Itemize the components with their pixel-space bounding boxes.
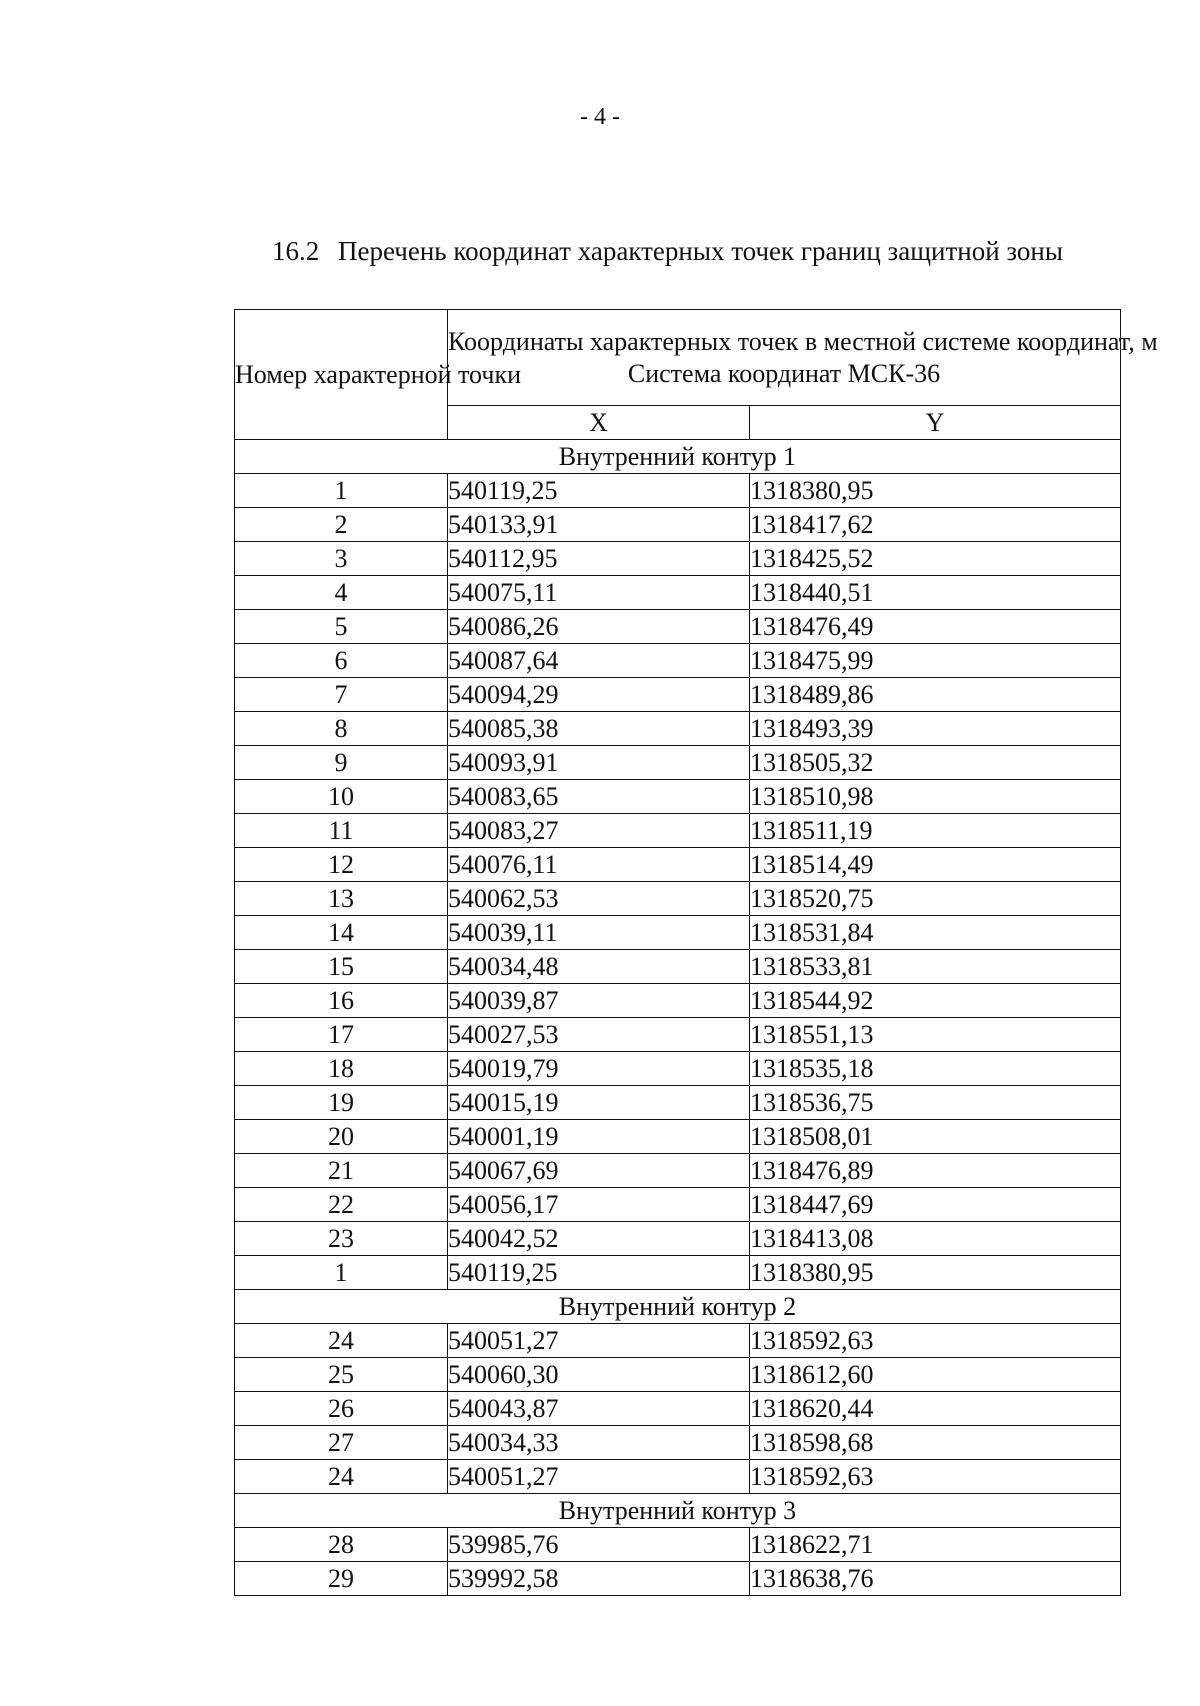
point-number-cell: 28 <box>235 1528 448 1562</box>
table-row <box>235 1052 1121 1086</box>
y-coordinate-cell: 1318447,69 <box>750 1188 1121 1222</box>
table-row <box>235 610 1121 644</box>
point-number-cell: 8 <box>235 712 448 746</box>
table-row <box>235 882 1121 916</box>
x-coordinate-cell: 540075,11 <box>448 576 750 610</box>
y-coordinate-cell: 1318380,95 <box>750 474 1121 508</box>
table-row <box>235 1154 1121 1188</box>
x-coordinate-cell: 540015,19 <box>448 1086 750 1120</box>
table-row <box>235 984 1121 1018</box>
x-coordinate-cell: 540051,27 <box>448 1324 750 1358</box>
table-row <box>235 576 1121 610</box>
point-number-cell: 23 <box>235 1222 448 1256</box>
y-coordinate-cell: 1318475,99 <box>750 644 1121 678</box>
point-number-cell: 12 <box>235 848 448 882</box>
point-number-cell: 26 <box>235 1392 448 1426</box>
table-row <box>235 1018 1121 1052</box>
x-coordinate-cell: 539985,76 <box>448 1528 750 1562</box>
y-coordinate-cell: 1318510,98 <box>750 780 1121 814</box>
y-coordinate-cell: 1318380,95 <box>750 1256 1121 1290</box>
y-coordinate-cell: 1318489,86 <box>750 678 1121 712</box>
x-coordinate-cell: 540062,53 <box>448 882 750 916</box>
table-row <box>235 1256 1121 1290</box>
point-number-cell: 25 <box>235 1358 448 1392</box>
point-number-cell: 7 <box>235 678 448 712</box>
x-coordinate-cell: 540119,25 <box>448 474 750 508</box>
y-coordinate-cell: 1318592,63 <box>750 1460 1121 1494</box>
table-row <box>235 950 1121 984</box>
y-coordinate-cell: 1318536,75 <box>750 1086 1121 1120</box>
contour-header-row <box>235 440 1121 474</box>
point-number-cell: 15 <box>235 950 448 984</box>
x-coordinate-cell: 540083,27 <box>448 814 750 848</box>
point-number-cell: 19 <box>235 1086 448 1120</box>
y-coordinate-cell: 1318413,08 <box>750 1222 1121 1256</box>
table-row <box>235 678 1121 712</box>
table-row <box>235 1324 1121 1358</box>
header-point-number: Номер характерной точки <box>235 310 448 440</box>
x-coordinate-cell: 540043,87 <box>448 1392 750 1426</box>
y-coordinate-cell: 1318592,63 <box>750 1324 1121 1358</box>
x-coordinate-cell: 540039,11 <box>448 916 750 950</box>
y-coordinate-cell: 1318531,84 <box>750 916 1121 950</box>
y-coordinate-cell: 1318551,13 <box>750 1018 1121 1052</box>
table-row <box>235 1426 1121 1460</box>
point-number-cell: 22 <box>235 1188 448 1222</box>
point-number-cell: 11 <box>235 814 448 848</box>
coordinates-table <box>234 309 1158 1596</box>
point-number-cell: 1 <box>235 1256 448 1290</box>
point-number-cell: 17 <box>235 1018 448 1052</box>
point-number-cell: 21 <box>235 1154 448 1188</box>
point-number-cell: 4 <box>235 576 448 610</box>
table-row <box>235 1358 1121 1392</box>
point-number-cell: 6 <box>235 644 448 678</box>
header-coordinates-title: Координаты характерных точек в местной системе координат, м <box>448 326 1158 356</box>
x-coordinate-cell: 540067,69 <box>448 1154 750 1188</box>
section-heading <box>272 236 1063 267</box>
x-coordinate-cell: 540042,52 <box>448 1222 750 1256</box>
y-coordinate-cell: 1318622,71 <box>750 1528 1121 1562</box>
y-coordinate-cell: 1318476,89 <box>750 1154 1121 1188</box>
y-coordinate-cell: 1318476,49 <box>750 610 1121 644</box>
table-row <box>235 814 1121 848</box>
section-number: 16.2 <box>272 236 320 266</box>
point-number-cell: 29 <box>235 1562 448 1596</box>
x-coordinate-cell: 540034,33 <box>448 1426 750 1460</box>
table-body <box>235 440 1121 1596</box>
contour-title: Внутренний контур 2 <box>235 1290 1121 1324</box>
point-number-cell: 24 <box>235 1460 448 1494</box>
point-number-cell: 27 <box>235 1426 448 1460</box>
x-coordinate-cell: 539992,58 <box>448 1562 750 1596</box>
header-coordinates <box>448 310 1158 406</box>
contour-header-row <box>235 1290 1121 1324</box>
point-number-cell: 5 <box>235 610 448 644</box>
table-row <box>235 746 1121 780</box>
header-x: X <box>448 406 750 440</box>
point-number-cell: 13 <box>235 882 448 916</box>
x-coordinate-cell: 540034,48 <box>448 950 750 984</box>
y-coordinate-cell: 1318520,75 <box>750 882 1121 916</box>
point-number-cell: 10 <box>235 780 448 814</box>
x-coordinate-cell: 540112,95 <box>448 542 750 576</box>
point-number-cell: 2 <box>235 508 448 542</box>
x-coordinate-cell: 540060,30 <box>448 1358 750 1392</box>
x-coordinate-cell: 540056,17 <box>448 1188 750 1222</box>
y-coordinate-cell: 1318620,44 <box>750 1392 1121 1426</box>
point-number-cell: 3 <box>235 542 448 576</box>
x-coordinate-cell: 540119,25 <box>448 1256 750 1290</box>
point-number-cell: 24 <box>235 1324 448 1358</box>
table-row <box>235 916 1121 950</box>
point-number-cell: 14 <box>235 916 448 950</box>
x-coordinate-cell: 540039,87 <box>448 984 750 1018</box>
y-coordinate-cell: 1318508,01 <box>750 1120 1121 1154</box>
y-coordinate-cell: 1318514,49 <box>750 848 1121 882</box>
contour-title: Внутренний контур 1 <box>235 440 1121 474</box>
y-coordinate-cell: 1318544,92 <box>750 984 1121 1018</box>
y-coordinate-cell: 1318425,52 <box>750 542 1121 576</box>
x-coordinate-cell: 540086,26 <box>448 610 750 644</box>
y-coordinate-cell: 1318598,68 <box>750 1426 1121 1460</box>
y-coordinate-cell: 1318493,39 <box>750 712 1121 746</box>
contour-header-row <box>235 1494 1121 1528</box>
y-coordinate-cell: 1318533,81 <box>750 950 1121 984</box>
table-row <box>235 1460 1121 1494</box>
x-coordinate-cell: 540093,91 <box>448 746 750 780</box>
header-y: Y <box>750 406 1121 440</box>
contour-title: Внутренний контур 3 <box>235 1494 1121 1528</box>
table-row <box>235 508 1121 542</box>
table-row <box>235 1222 1121 1256</box>
x-coordinate-cell: 540051,27 <box>448 1460 750 1494</box>
table-row <box>235 644 1121 678</box>
section-title: Перечень координат характерных точек границ защитной зоны <box>338 236 1063 266</box>
x-coordinate-cell: 540085,38 <box>448 712 750 746</box>
table-row <box>235 1392 1121 1426</box>
header-coordinate-system: Система координат МСК-36 <box>627 358 941 388</box>
table-row <box>235 712 1121 746</box>
x-coordinate-cell: 540001,19 <box>448 1120 750 1154</box>
table-row <box>235 1562 1121 1596</box>
table-row <box>235 1188 1121 1222</box>
x-coordinate-cell: 540087,64 <box>448 644 750 678</box>
x-coordinate-cell: 540027,53 <box>448 1018 750 1052</box>
point-number-cell: 9 <box>235 746 448 780</box>
table-row <box>235 848 1121 882</box>
table-row <box>235 1528 1121 1562</box>
point-number-cell: 18 <box>235 1052 448 1086</box>
x-coordinate-cell: 540083,65 <box>448 780 750 814</box>
page-number: - 4 - <box>580 104 620 130</box>
table-row <box>235 542 1121 576</box>
y-coordinate-cell: 1318511,19 <box>750 814 1121 848</box>
point-number-cell: 20 <box>235 1120 448 1154</box>
x-coordinate-cell: 540094,29 <box>448 678 750 712</box>
table-row <box>235 1120 1121 1154</box>
point-number-cell: 16 <box>235 984 448 1018</box>
x-coordinate-cell: 540019,79 <box>448 1052 750 1086</box>
y-coordinate-cell: 1318638,76 <box>750 1562 1121 1596</box>
y-coordinate-cell: 1318505,32 <box>750 746 1121 780</box>
point-number-cell: 1 <box>235 474 448 508</box>
table-row <box>235 474 1121 508</box>
x-coordinate-cell: 540133,91 <box>448 508 750 542</box>
table-row <box>235 1086 1121 1120</box>
table-row <box>235 780 1121 814</box>
y-coordinate-cell: 1318417,62 <box>750 508 1121 542</box>
y-coordinate-cell: 1318440,51 <box>750 576 1121 610</box>
y-coordinate-cell: 1318535,18 <box>750 1052 1121 1086</box>
x-coordinate-cell: 540076,11 <box>448 848 750 882</box>
y-coordinate-cell: 1318612,60 <box>750 1358 1121 1392</box>
